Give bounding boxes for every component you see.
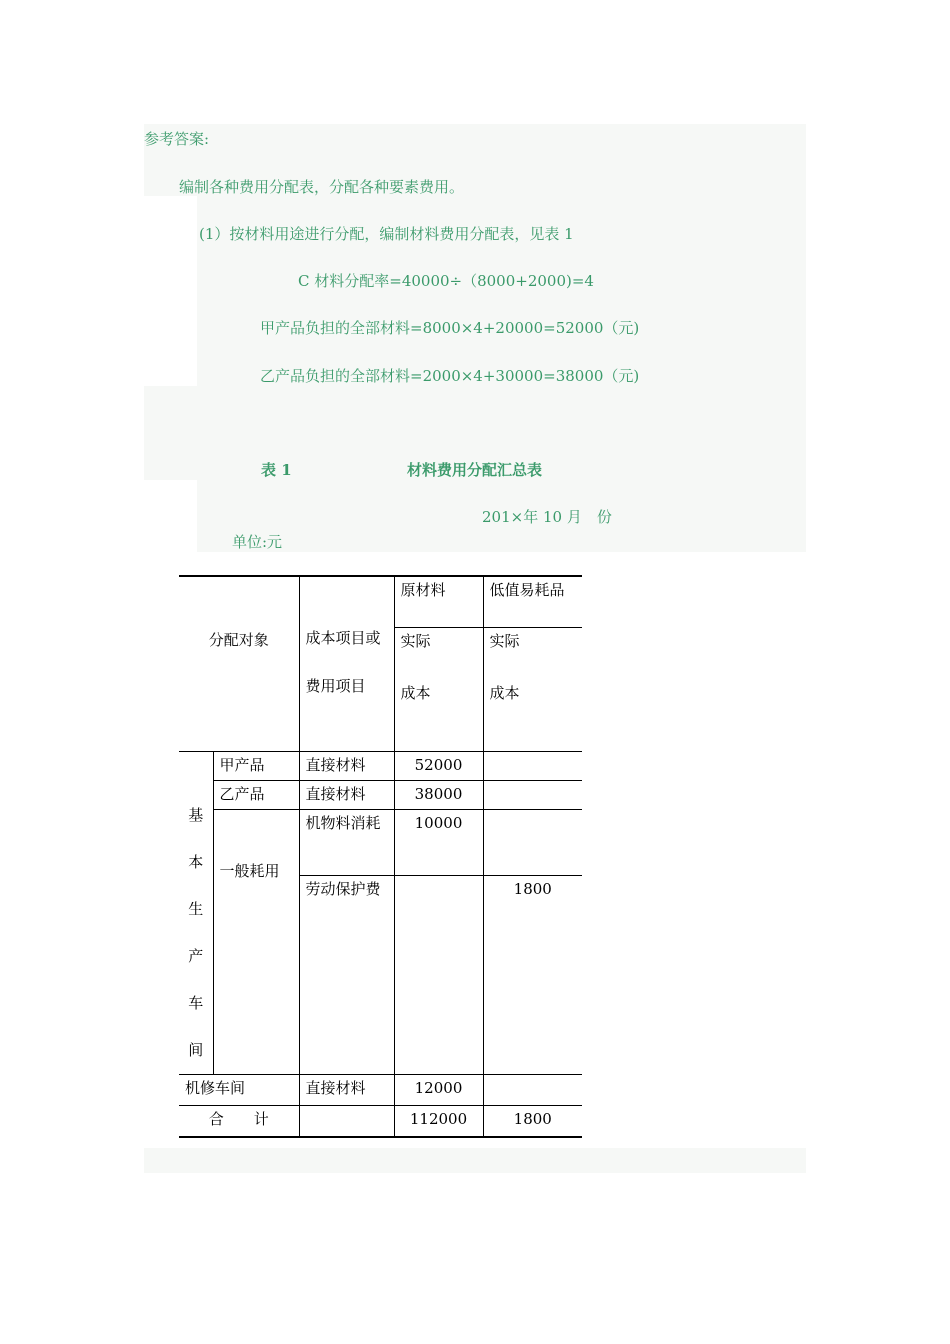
- table-total-row: [179, 1105, 582, 1137]
- table-row: [179, 809, 582, 875]
- row5-item: 直接材料: [299, 1074, 394, 1105]
- header-low-actual-cost: [483, 627, 582, 751]
- answer-background-footer: [144, 1148, 806, 1173]
- answer-label: 参考答案:: [144, 130, 210, 148]
- material-allocation-table: [179, 575, 582, 1138]
- low-actual-text: 实际: [489, 631, 520, 650]
- row5-object: 机修车间: [179, 1074, 299, 1105]
- raw-actual-text: 实际: [400, 631, 431, 650]
- row1-object: 甲产品: [213, 751, 299, 780]
- intro-text: 编制各种费用分配表，分配各种要素费用。: [179, 178, 465, 196]
- table-row: [179, 751, 582, 780]
- total-item: [299, 1105, 394, 1137]
- row1-raw: 52000: [394, 751, 483, 780]
- header-cost-item-line1: 成本项目或: [305, 629, 381, 647]
- table-header-row: [179, 576, 582, 627]
- general-use-label: 一般耗用: [213, 809, 299, 1074]
- header-cost-item-line2: 费用项目: [305, 677, 366, 695]
- row2-raw: 38000: [394, 780, 483, 809]
- total-raw: 112000: [394, 1105, 483, 1137]
- step-1-text: (1）按材料用途进行分配，编制材料费用分配表，见表 1: [199, 225, 574, 243]
- table-unit: 单位:元: [232, 533, 283, 551]
- workshop-label: 基本生产车间: [179, 751, 213, 1074]
- row3-item: 机物料消耗: [299, 809, 394, 875]
- row1-low: [483, 751, 582, 780]
- row2-low: [483, 780, 582, 809]
- header-allocation-target: 分配对象: [179, 576, 299, 751]
- low-cost-text: 成本: [489, 683, 520, 702]
- raw-cost-text: 成本: [400, 683, 431, 702]
- total-low: 1800: [483, 1105, 582, 1137]
- total-label: 合 计: [179, 1105, 299, 1137]
- row5-raw: 12000: [394, 1074, 483, 1105]
- product-b-formula: 乙产品负担的全部材料=2000×4+30000=38000（元): [260, 367, 640, 385]
- table-label: 表 1: [261, 461, 292, 479]
- table-row: [179, 780, 582, 809]
- table-title: 材料费用分配汇总表: [407, 461, 543, 479]
- row4-item: 劳动保护费: [299, 875, 394, 1074]
- row2-object: 乙产品: [213, 780, 299, 809]
- row3-low: [483, 809, 582, 875]
- row1-item: 直接材料: [299, 751, 394, 780]
- row2-item: 直接材料: [299, 780, 394, 809]
- table-row: [179, 1074, 582, 1105]
- row3-raw: 10000: [394, 809, 483, 875]
- row4-low: 1800: [483, 875, 582, 1074]
- header-low-value: 低值易耗品: [483, 576, 582, 627]
- header-cost-item: [299, 576, 394, 751]
- product-a-formula: 甲产品负担的全部材料=8000×4+20000=52000（元): [260, 319, 640, 337]
- row4-raw: [394, 875, 483, 1074]
- rate-formula: C 材料分配率=40000÷（8000+2000)=4: [298, 272, 594, 290]
- row5-low: [483, 1074, 582, 1105]
- header-raw-material: 原材料: [394, 576, 483, 627]
- header-raw-actual-cost: [394, 627, 483, 751]
- table-date: 201×年 10 月 份: [482, 508, 612, 526]
